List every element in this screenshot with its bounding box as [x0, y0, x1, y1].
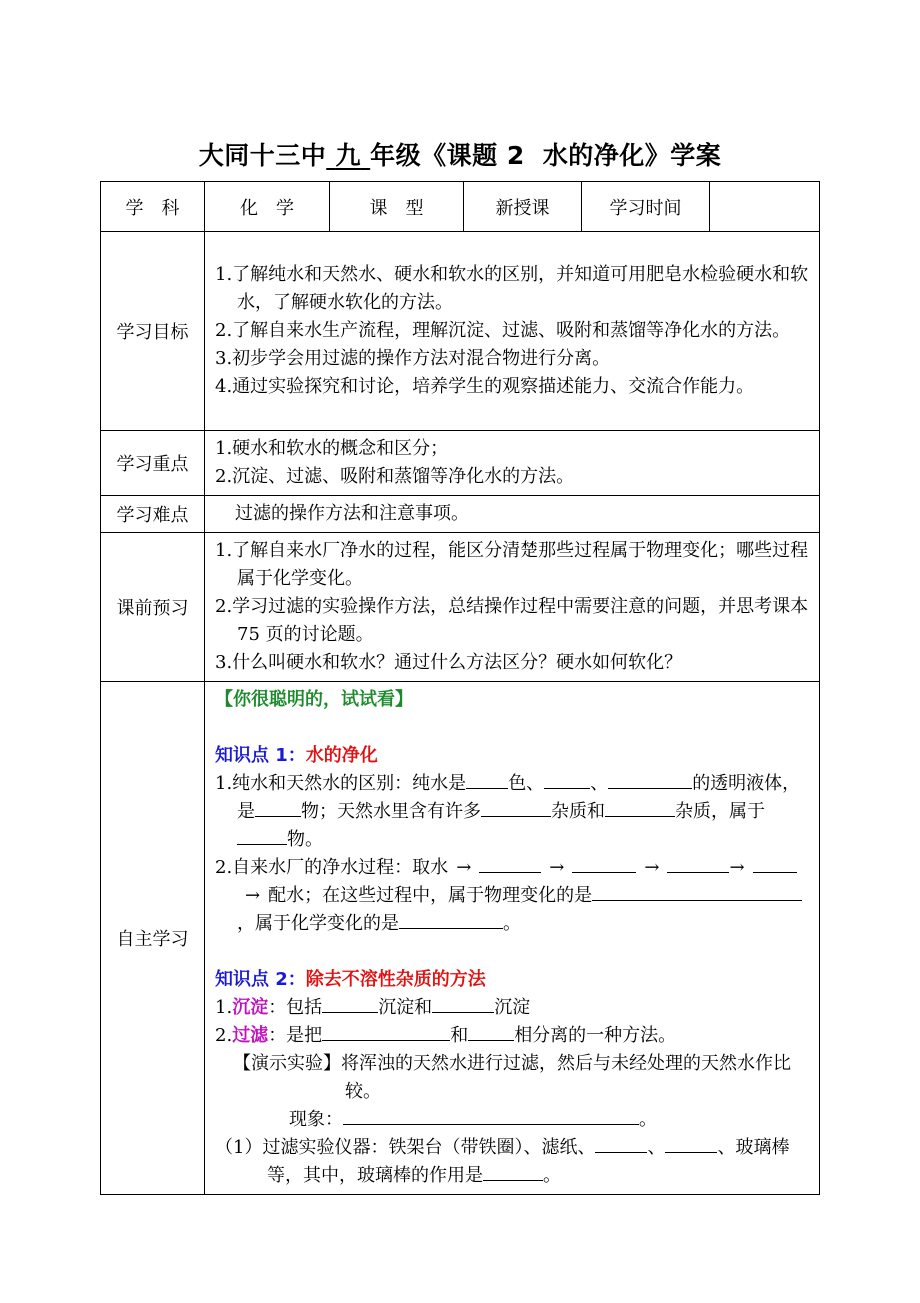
- arrow-icon: →: [644, 857, 660, 878]
- difficulty-label: 学习难点: [101, 496, 205, 533]
- time-value[interactable]: [710, 182, 820, 232]
- goal-item: 1.了解纯水和天然水、硬水和软水的区别，并知道可用肥皂水检验硬水和软水，了解硬水软化的方法。: [215, 264, 809, 313]
- answer-blank[interactable]: [237, 826, 287, 845]
- goals-label: 学习目标: [101, 232, 205, 431]
- answer-blank[interactable]: [605, 798, 675, 817]
- self-study-label: 自主学习: [101, 682, 205, 1195]
- preview-item: 2.学习过滤的实验操作方法，总结操作过程中需要注意的问题，并思考课本 75 页的讨论题。: [215, 596, 809, 645]
- preview-item: 1.了解自来水厂净水的过程，能区分清楚那些过程属于物理变化；哪些过程属于化学变化。: [215, 540, 809, 589]
- answer-blank[interactable]: [479, 854, 541, 873]
- goal-item: 3.初步学会用过滤的操作方法对混合物进行分离。: [215, 348, 611, 369]
- demo-experiment: 【演示实验】将浑浊的天然水进行过滤，然后与未经处理的天然水作比较。: [233, 1053, 791, 1102]
- answer-blank[interactable]: [399, 910, 503, 929]
- difficulty-row: [101, 496, 820, 533]
- self-study-content: [205, 682, 820, 1195]
- answer-blank[interactable]: [608, 770, 692, 789]
- key-point-item: 2.沉淀、过滤、吸附和蒸馏等净化水的方法。: [215, 466, 575, 487]
- goal-item: 2.了解自来水生产流程，理解沉淀、过滤、吸附和蒸馏等净化水的方法。: [215, 320, 791, 341]
- goal-item: 4.通过实验探究和讨论，培养学生的观察描述能力、交流合作能力。: [215, 376, 755, 397]
- preview-row: [101, 533, 820, 682]
- preview-label: 课前预习: [101, 533, 205, 682]
- subject-label: 学 科: [101, 182, 205, 232]
- answer-blank[interactable]: [572, 854, 636, 873]
- difficulty-text: 过滤的操作方法和注意事项。: [235, 503, 469, 524]
- knowledge-point-2-heading: 知识点 2：除去不溶性杂质的方法: [215, 969, 486, 990]
- arrow-icon: →: [456, 857, 472, 878]
- header-row: [101, 182, 820, 232]
- goals-content: [205, 232, 820, 431]
- filtration-item: 2.过滤：是把 和 相分离的一种方法。: [215, 1022, 811, 1050]
- answer-blank[interactable]: [481, 798, 551, 817]
- answer-blank[interactable]: [468, 1022, 514, 1041]
- key-points-label: 学习重点: [101, 431, 205, 496]
- title-grade: 九: [335, 141, 361, 170]
- title-middle: 年级《课题 2: [370, 141, 525, 170]
- answer-blank[interactable]: [322, 1022, 450, 1041]
- question-pure-water: 1.纯水和天然水的区别：纯水是 色、 、 的透明液体，是 物；天然水里含有许多 杂质和 杂质，属于物。: [215, 770, 811, 854]
- knowledge-point-1-heading: 知识点 1：水的净化: [215, 745, 378, 766]
- arrow-icon: →: [549, 857, 565, 878]
- answer-blank[interactable]: [595, 1134, 647, 1153]
- encourage-banner: 【你很聪明的，试试看】: [215, 689, 413, 710]
- phenomenon-line: 现象： 。: [215, 1106, 811, 1134]
- answer-blank[interactable]: [667, 854, 729, 873]
- answer-blank[interactable]: [753, 854, 797, 873]
- question-waterworks: 2.自来水厂的净水过程：取水 → → → →→ 配水；在这些过程中，属于物理变化的是，属于化学变化的是 。: [215, 854, 811, 938]
- arrow-icon: →: [245, 885, 261, 906]
- title-school: 大同十三中: [198, 141, 327, 170]
- arrow-icon: →: [729, 857, 745, 878]
- answer-blank[interactable]: [322, 994, 378, 1013]
- answer-blank[interactable]: [544, 770, 590, 789]
- page-title: [0, 136, 920, 172]
- preview-item: 3.什么叫硬水和软水？通过什么方法区分？硬水如何软化？: [215, 652, 683, 673]
- study-sheet-table: [100, 181, 820, 1195]
- time-label: 学习时间: [582, 182, 710, 232]
- self-study-row: [101, 682, 820, 1195]
- answer-blank[interactable]: [483, 1162, 543, 1181]
- title-topic: 水的净化》学案: [542, 141, 722, 170]
- subject-value: 化 学: [205, 182, 330, 232]
- difficulty-content: [205, 496, 820, 533]
- preview-content: [205, 533, 820, 682]
- answer-blank[interactable]: [343, 1106, 639, 1125]
- answer-blank[interactable]: [665, 1134, 717, 1153]
- answer-blank[interactable]: [592, 882, 802, 901]
- key-points-content: [205, 431, 820, 496]
- key-points-row: [101, 431, 820, 496]
- key-point-item: 1.硬水和软水的概念和区分；: [215, 438, 449, 459]
- answer-blank[interactable]: [255, 798, 301, 817]
- goals-row: [101, 232, 820, 431]
- sedimentation-item: 1.沉淀：包括 沉淀和 沉淀: [215, 994, 811, 1022]
- answer-blank[interactable]: [432, 994, 494, 1013]
- type-label: 课 型: [330, 182, 464, 232]
- type-value: 新授课: [464, 182, 582, 232]
- filter-instruments: （1）过滤实验仪器：铁架台（带铁圈）、滤纸、 、 、玻璃棒等，其中，玻璃棒的作用是 。: [215, 1134, 811, 1190]
- answer-blank[interactable]: [466, 770, 508, 789]
